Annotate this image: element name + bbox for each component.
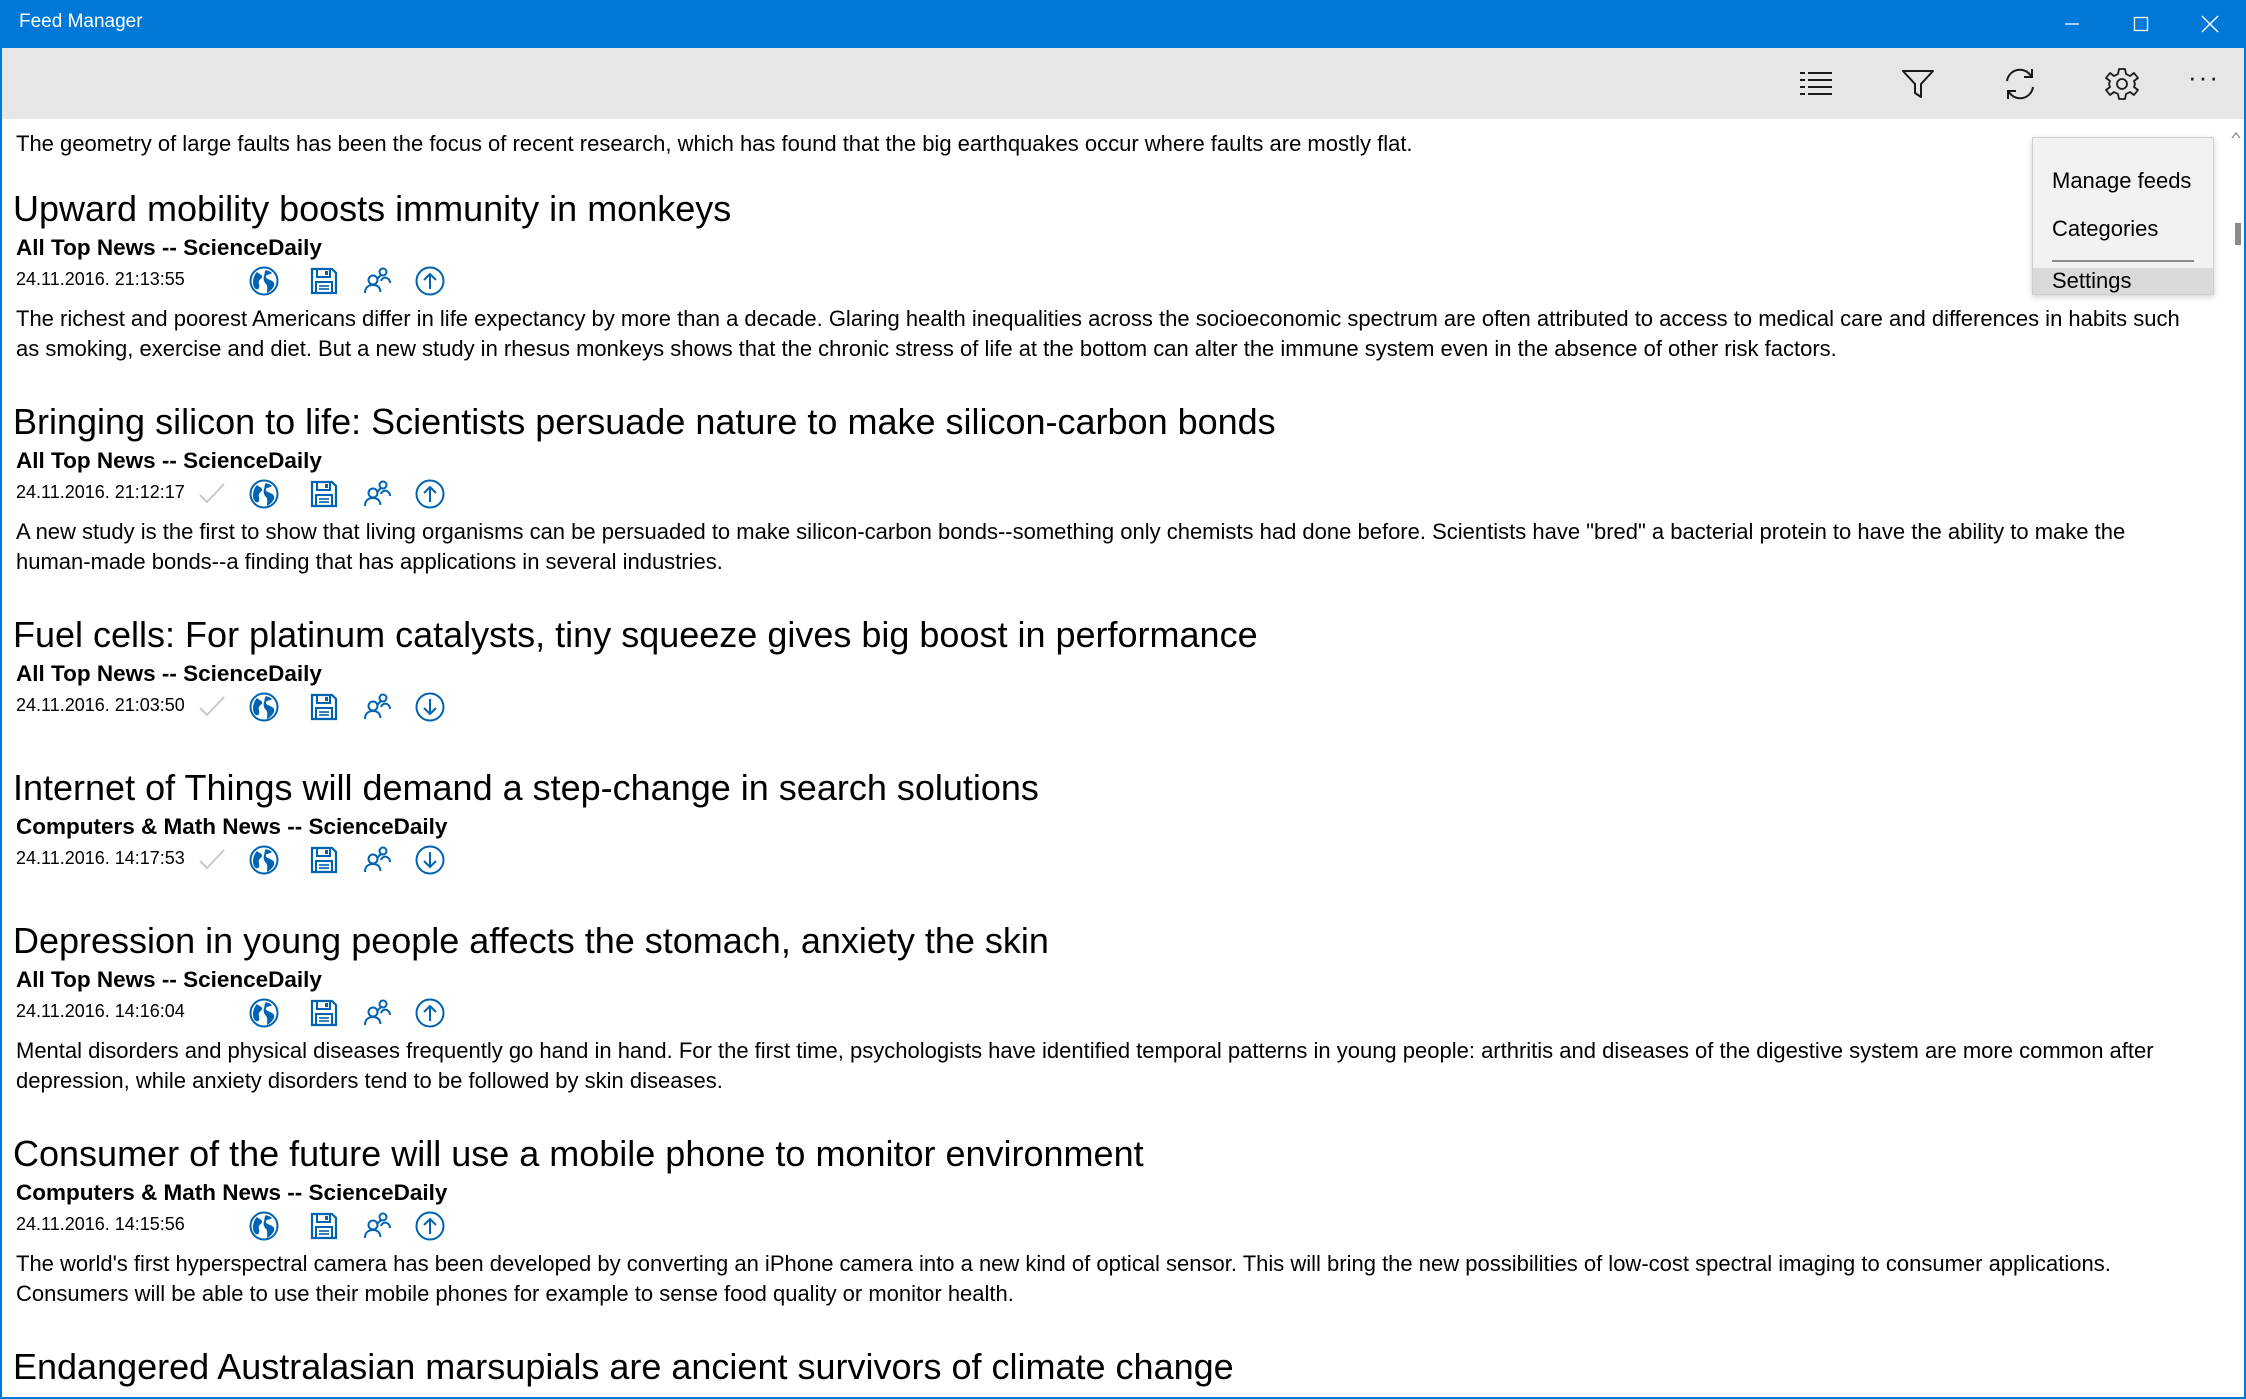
- save-icon: [308, 1210, 340, 1242]
- article-summary: Mental disorders and physical diseases frequently go hand in hand. For the first time, psychologists have identified temporal patterns in young people: arthritis and diseases of the digestive system are more common after: [16, 1038, 2154, 1063]
- scroll-up-arrow-icon[interactable]: [2231, 131, 2241, 139]
- article-date: 24.11.2016. 14:17:53: [16, 848, 185, 868]
- open-in-browser-icon: [248, 265, 280, 297]
- article-date: 24.11.2016. 14:16:04: [16, 1001, 185, 1021]
- menu-item-settings[interactable]: Settings: [2033, 268, 2213, 294]
- list-view-button[interactable]: [1768, 48, 1864, 119]
- open-in-browser-button[interactable]: [244, 687, 284, 727]
- save-icon: [308, 844, 340, 876]
- maximize-icon: [2133, 16, 2149, 32]
- read-check-button: [192, 840, 232, 880]
- article-summary: depression, while anxiety disorders tend to be followed by skin diseases.: [16, 1068, 723, 1093]
- title-bar: [0, 0, 2246, 48]
- article-date: 24.11.2016. 21:03:50: [16, 695, 185, 715]
- article-summary: Consumers will be able to use their mobile phones for example to sense food quality or monitor health.: [16, 1281, 1014, 1306]
- open-in-browser-button[interactable]: [244, 840, 284, 880]
- share-icon: [361, 844, 393, 876]
- article-title[interactable]: Bringing silicon to life: Scientists persuade nature to make silicon-carbon bonds: [13, 401, 1276, 442]
- open-in-browser-icon: [248, 1210, 280, 1242]
- scrollbar-thumb[interactable]: [2235, 223, 2241, 245]
- window-title: Feed Manager: [19, 11, 143, 32]
- article-title[interactable]: Fuel cells: For platinum catalysts, tiny squeeze gives big boost in performance: [13, 614, 1258, 655]
- expand-down-icon: [414, 691, 446, 723]
- collapse-up-icon: [414, 478, 446, 510]
- more-button[interactable]: [2162, 48, 2246, 119]
- save-button[interactable]: [304, 261, 344, 301]
- open-in-browser-icon: [248, 691, 280, 723]
- settings-button[interactable]: [2074, 48, 2170, 119]
- save-button[interactable]: [304, 840, 344, 880]
- save-icon: [308, 265, 340, 297]
- refresh-button[interactable]: [1972, 48, 2068, 119]
- share-button[interactable]: [357, 993, 397, 1033]
- collapse-up-button[interactable]: [410, 261, 450, 301]
- expand-down-button[interactable]: [410, 840, 450, 880]
- minimize-icon: [2064, 16, 2080, 32]
- read-check-button: [192, 687, 232, 727]
- article-source: All Top News -- ScienceDaily: [16, 661, 322, 686]
- collapse-up-button[interactable]: [410, 474, 450, 514]
- share-button[interactable]: [357, 840, 397, 880]
- article-source: All Top News -- ScienceDaily: [16, 235, 322, 260]
- more-icon: ···: [2188, 62, 2220, 92]
- list-icon: [1799, 70, 1833, 98]
- article-source: All Top News -- ScienceDaily: [16, 967, 322, 992]
- read-check-icon: [196, 691, 228, 723]
- article-source: Computers & Math News -- ScienceDaily: [16, 1180, 448, 1205]
- share-button[interactable]: [357, 474, 397, 514]
- article-summary: as smoking, exercise and diet. But a new study in rhesus monkeys shows that the chronic stress of life at the bottom can alter the immune system even in the absence of other risk factors.: [16, 336, 1837, 361]
- more-options-menu: [2032, 137, 2214, 295]
- vertical-scrollbar[interactable]: [2228, 127, 2244, 1397]
- article-actions: [192, 261, 492, 301]
- article-source: Computers & Math News -- ScienceDaily: [16, 814, 448, 839]
- read-check-icon: [196, 844, 228, 876]
- article-title[interactable]: Upward mobility boosts immunity in monkeys: [13, 188, 732, 229]
- save-button[interactable]: [304, 687, 344, 727]
- menu-item-manage-feeds[interactable]: Manage feeds: [2052, 168, 2192, 193]
- share-button[interactable]: [357, 1206, 397, 1246]
- article-date: 24.11.2016. 21:12:17: [16, 482, 185, 502]
- minimize-button[interactable]: [2037, 0, 2106, 48]
- article-title[interactable]: Consumer of the future will use a mobile phone to monitor environment: [13, 1133, 1144, 1174]
- share-button[interactable]: [357, 261, 397, 301]
- article-actions: [192, 993, 492, 1033]
- feed-list[interactable]: [2, 119, 2230, 1397]
- settings-gear-icon: [2105, 67, 2139, 101]
- save-button[interactable]: [304, 993, 344, 1033]
- article-date: 24.11.2016. 14:15:56: [16, 1214, 185, 1234]
- close-icon: [2201, 15, 2219, 33]
- collapse-up-button[interactable]: [410, 993, 450, 1033]
- article-summary: human-made bonds--a finding that has applications in several industries.: [16, 549, 723, 574]
- filter-icon: [1901, 68, 1935, 100]
- maximize-button[interactable]: [2106, 0, 2175, 48]
- article-summary: A new study is the first to show that living organisms can be persuaded to make silicon-carbon bonds--something only chemists had done before. Scientists have "bred" a bacterial protein to have the ability to make the: [16, 519, 2126, 544]
- open-in-browser-button[interactable]: [244, 1206, 284, 1246]
- collapse-up-button[interactable]: [410, 1206, 450, 1246]
- share-icon: [361, 997, 393, 1029]
- share-icon: [361, 265, 393, 297]
- save-button[interactable]: [304, 474, 344, 514]
- read-check-icon: [196, 478, 228, 510]
- article-actions: [192, 840, 492, 880]
- command-bar: [2, 48, 2244, 119]
- collapse-up-icon: [414, 265, 446, 297]
- share-icon: [361, 1210, 393, 1242]
- open-in-browser-icon: [248, 478, 280, 510]
- article-summary: The world's first hyperspectral camera has been developed by converting an iPhone camera into a new kind of optical sensor. This will bring the new possibilities of low-cost spectral imaging to consumer applications.: [16, 1251, 2111, 1276]
- save-icon: [308, 997, 340, 1029]
- article-title[interactable]: Depression in young people affects the stomach, anxiety the skin: [13, 920, 1049, 961]
- article-actions: [192, 687, 492, 727]
- expand-down-button[interactable]: [410, 687, 450, 727]
- share-icon: [361, 478, 393, 510]
- open-in-browser-icon: [248, 997, 280, 1029]
- article-actions: [192, 1206, 492, 1246]
- article-source: All Top News -- ScienceDaily: [16, 448, 322, 473]
- article-title[interactable]: Endangered Australasian marsupials are ancient survivors of climate change: [13, 1346, 1234, 1387]
- open-in-browser-button[interactable]: [244, 474, 284, 514]
- share-button[interactable]: [357, 687, 397, 727]
- read-check-button: [192, 474, 232, 514]
- article-title[interactable]: Internet of Things will demand a step-change in search solutions: [13, 767, 1039, 808]
- menu-separator: [2052, 260, 2194, 262]
- collapse-up-icon: [414, 997, 446, 1029]
- save-icon: [308, 478, 340, 510]
- open-in-browser-button[interactable]: [244, 993, 284, 1033]
- open-in-browser-button[interactable]: [244, 261, 284, 301]
- share-icon: [361, 691, 393, 723]
- article-date: 24.11.2016. 21:13:55: [16, 269, 185, 289]
- expand-down-icon: [414, 844, 446, 876]
- open-in-browser-icon: [248, 844, 280, 876]
- menu-item-categories[interactable]: Categories: [2052, 216, 2159, 241]
- filter-button[interactable]: [1870, 48, 1966, 119]
- close-button[interactable]: [2175, 0, 2244, 48]
- article-summary: The richest and poorest Americans differ in life expectancy by more than a decade. Glaring health inequalities across the socioeconomic spectrum are often attributed to access to medical care and differences in habits such: [16, 306, 2180, 331]
- collapse-up-icon: [414, 1210, 446, 1242]
- article-summary: The geometry of large faults has been the focus of recent research, which has found that the big earthquakes occur where faults are mostly flat.: [16, 131, 1413, 156]
- article-actions: [192, 474, 492, 514]
- save-icon: [308, 691, 340, 723]
- refresh-icon: [2002, 67, 2038, 101]
- save-button[interactable]: [304, 1206, 344, 1246]
